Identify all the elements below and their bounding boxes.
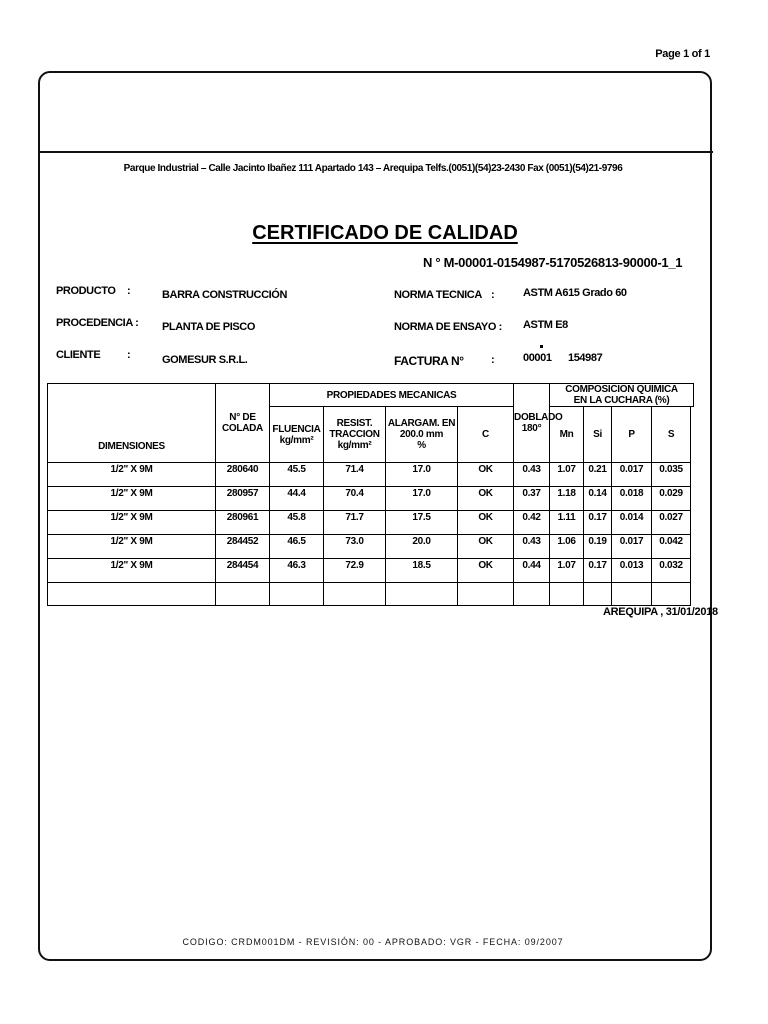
- resistencia-header-line2: TRACCION: [329, 429, 380, 440]
- doblado-cell: OK: [458, 487, 514, 511]
- page-number: Page 1 of 1: [655, 48, 710, 60]
- dim-cell: 1/2" X 9M: [48, 511, 216, 535]
- certificate-number: N ° M-00001-0154987-5170526813-90000-1_1: [423, 255, 683, 270]
- si-cell: 0.17: [584, 511, 612, 535]
- doblado-cell: OK: [458, 511, 514, 535]
- composicion-header-line1: COMPOSICION QUIMICA: [565, 384, 678, 395]
- cliente-colon: :: [127, 349, 131, 361]
- cliente-label: CLIENTE: [56, 349, 101, 361]
- fluencia-header: [270, 407, 324, 463]
- c-cell: 0.43: [514, 535, 550, 559]
- procedencia-value: PLANTA DE PISCO: [162, 321, 256, 333]
- issue-date: 31/01/2018: [665, 606, 718, 618]
- mn-cell: 1.07: [550, 463, 584, 487]
- colada-header-line1: N° DE: [229, 412, 256, 423]
- table-row: [48, 559, 694, 583]
- resistencia-cell: 70.4: [324, 487, 386, 511]
- s-cell: 0.032: [652, 559, 691, 583]
- p-cell: 0.017: [612, 535, 652, 559]
- table-row: [48, 511, 694, 535]
- cliente-value: GOMESUR S.R.L.: [162, 354, 248, 366]
- p-cell: 0.014: [612, 511, 652, 535]
- fluencia-cell: 46.3: [270, 559, 324, 583]
- s-cell: 0.035: [652, 463, 691, 487]
- alargamiento-cell: 17.0: [386, 463, 458, 487]
- place: AREQUIPA: [603, 606, 658, 618]
- colada-header: [216, 384, 270, 463]
- alargamiento-cell: 17.5: [386, 511, 458, 535]
- c-cell: 0.37: [514, 487, 550, 511]
- si-header: Si: [584, 407, 612, 463]
- table-row: [48, 487, 694, 511]
- producto-value: BARRA CONSTRUCCIÓN: [162, 289, 287, 301]
- doblado-cell: OK: [458, 559, 514, 583]
- norma-ensayo-label: NORMA DE ENSAYO :: [394, 321, 502, 333]
- dim-cell: 1/2" X 9M: [48, 463, 216, 487]
- p-cell: 0.018: [612, 487, 652, 511]
- composicion-quimica-header: [550, 384, 694, 407]
- si-cell: 0.14: [584, 487, 612, 511]
- colada-cell: 284452: [216, 535, 270, 559]
- norma-ensayo-value: ASTM E8: [523, 319, 568, 331]
- fluencia-cell: 45.5: [270, 463, 324, 487]
- fluencia-header-unit: kg/mm²: [279, 434, 314, 446]
- alargamiento-header-line2: 200.0 mm: [399, 429, 444, 440]
- c-cell: 0.43: [514, 463, 550, 487]
- resistencia-cell: 73.0: [324, 535, 386, 559]
- colada-cell: 284454: [216, 559, 270, 583]
- doblado-header: [514, 384, 563, 463]
- fluencia-cell: 46.5: [270, 535, 324, 559]
- s-cell: 0.027: [652, 511, 691, 535]
- producto-label: PRODUCTO: [56, 285, 116, 297]
- fluencia-cell: 45.8: [270, 511, 324, 535]
- certificate-title: CERTIFICADO DE CALIDAD: [252, 222, 518, 244]
- s-cell: 0.029: [652, 487, 691, 511]
- mn-cell: 1.06: [550, 535, 584, 559]
- colada-cell: 280961: [216, 511, 270, 535]
- dim-cell: 1/2" X 9M: [48, 535, 216, 559]
- empty-row: [48, 583, 694, 606]
- resistencia-header: [324, 407, 386, 463]
- colada-cell: 280640: [216, 463, 270, 487]
- si-cell: 0.21: [584, 463, 612, 487]
- fluencia-header-line1: FLUENCIA: [272, 423, 321, 435]
- date-separator: ,: [660, 606, 663, 618]
- fluencia-cell: 44.4: [270, 487, 324, 511]
- alargamiento-header: [386, 407, 458, 463]
- resistencia-header-unit: kg/mm²: [337, 440, 372, 451]
- table-row: [48, 463, 694, 487]
- doblado-cell: OK: [458, 463, 514, 487]
- p-cell: 0.017: [612, 463, 652, 487]
- composicion-header-line2: EN LA CUCHARA (%): [573, 395, 670, 406]
- colada-header-line2: COLADA: [222, 423, 263, 434]
- mn-cell: 1.18: [550, 487, 584, 511]
- producto-colon: :: [127, 285, 131, 297]
- alargamiento-header-line1: ALARGAM. EN: [387, 418, 456, 429]
- table-row: [48, 535, 694, 559]
- alargamiento-cell: 18.5: [386, 559, 458, 583]
- properties-table: [47, 383, 694, 606]
- alargamiento-cell: 20.0: [386, 535, 458, 559]
- dimensiones-header: DIMENSIONES: [48, 384, 216, 463]
- procedencia-label: PROCEDENCIA :: [56, 317, 139, 329]
- alargamiento-cell: 17.0: [386, 487, 458, 511]
- alargamiento-header-unit: %: [417, 440, 426, 451]
- c-cell: 0.44: [514, 559, 550, 583]
- c-header: C: [458, 407, 514, 463]
- factura-numero: 154987: [568, 352, 603, 364]
- dim-cell: 1/2" X 9M: [48, 559, 216, 583]
- doblado-cell: OK: [458, 535, 514, 559]
- factura-mark: [540, 345, 543, 348]
- header-divider: [38, 151, 713, 153]
- norma-tecnica-label: NORMA TECNICA: [394, 289, 482, 301]
- resistencia-cell: 71.7: [324, 511, 386, 535]
- company-address: Parque Industrial – Calle Jacinto Ibañez 111 Apartado 143 – Arequipa Telfs.(0051)(54)23-2430 Fax (0051)(54)21-9796: [123, 163, 623, 174]
- mn-cell: 1.07: [550, 559, 584, 583]
- place-date: [603, 606, 718, 618]
- resistencia-header-line1: RESIST.: [336, 418, 373, 429]
- doblado-header-line2: 180°: [521, 423, 542, 434]
- resistencia-cell: 72.9: [324, 559, 386, 583]
- p-cell: 0.013: [612, 559, 652, 583]
- s-header: S: [652, 407, 691, 463]
- p-header: P: [612, 407, 652, 463]
- factura-colon: :: [491, 354, 495, 366]
- norma-tecnica-colon: :: [491, 289, 495, 301]
- factura-serie: 00001: [523, 352, 552, 364]
- norma-tecnica-value: ASTM A615 Grado 60: [523, 287, 627, 299]
- dim-cell: 1/2" X 9M: [48, 487, 216, 511]
- mn-cell: 1.11: [550, 511, 584, 535]
- propiedades-mecanicas-header: PROPIEDADES MECANICAS: [270, 384, 514, 407]
- si-cell: 0.17: [584, 559, 612, 583]
- mn-header: Mn: [550, 407, 584, 463]
- s-cell: 0.042: [652, 535, 691, 559]
- si-cell: 0.19: [584, 535, 612, 559]
- resistencia-cell: 71.4: [324, 463, 386, 487]
- document-footer: CODIGO: CRDM001DM - REVISIÓN: 00 - APROBADO: VGR - FECHA: 09/2007: [182, 937, 564, 947]
- colada-cell: 280957: [216, 487, 270, 511]
- doblado-header-line1: DOBLADO: [514, 412, 563, 423]
- factura-label: FACTURA N°: [394, 354, 464, 368]
- c-cell: 0.42: [514, 511, 550, 535]
